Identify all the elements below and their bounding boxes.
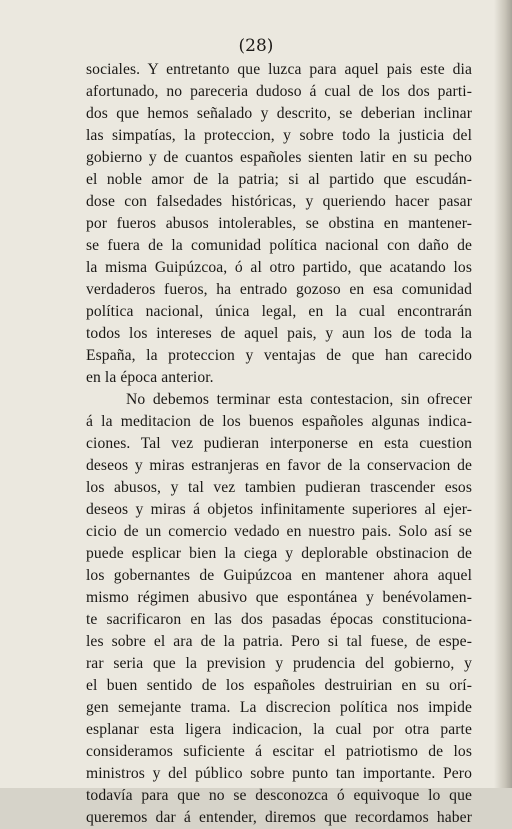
text-line: dos que hemos señalado y descrito, se deberian inclinar bbox=[86, 105, 472, 122]
text-line: España, la proteccion y ventajas de que han carecido bbox=[86, 347, 472, 364]
body-text bbox=[86, 59, 472, 829]
page-number: (28) bbox=[238, 36, 274, 56]
text-line: rar seria que la prevision y prudencia del gobierno, y bbox=[86, 655, 472, 672]
text-line: les sobre el ara de la patria. Pero si tal fuese, de espe- bbox=[86, 633, 472, 650]
text-line: gobierno y de cuantos españoles sienten latir en su pecho bbox=[86, 149, 472, 166]
text-line: á la meditacion de los buenos españoles algunas indica- bbox=[86, 413, 472, 430]
text-line: ministros y del público sobre punto tan importante. Pero bbox=[86, 765, 472, 782]
text-line: las simpatías, la proteccion, y sobre todo la justicia del bbox=[86, 127, 472, 144]
page-edge-shadow bbox=[494, 0, 512, 788]
text-line: los gobernantes de Guipúzcoa en mantener ahora aquel bbox=[86, 567, 472, 584]
text-line: política nacional, única legal, en la cual encontrarán bbox=[86, 303, 472, 320]
text-line: gen semejante trama. La discrecion política nos impide bbox=[86, 699, 472, 716]
text-line: todos los intereses de aquel pais, y aun los de toda la bbox=[86, 325, 472, 342]
text-line: los abusos, y tal vez tambien pudieran trascender esos bbox=[86, 479, 472, 496]
text-line: esplanar esta ligera indicacion, la cual por otra parte bbox=[86, 721, 472, 738]
text-line: deseos y miras á objetos infinitamente superiores al ejer- bbox=[86, 501, 472, 518]
text-line: el noble amor de la patria; si al partido que escudán- bbox=[86, 171, 472, 188]
text-line: afortunado, no pareceria dudoso á cual de los dos parti- bbox=[86, 83, 472, 100]
text-line: sociales. Y entretanto que luzca para aquel pais este dia bbox=[86, 61, 472, 78]
text-line: consideramos suficiente á escitar el patriotismo de los bbox=[86, 743, 472, 760]
text-line: te sacrificaron en las dos pasadas épocas constituciona- bbox=[86, 611, 472, 628]
text-line: mismo régimen abusivo que espontánea y benévolamen- bbox=[86, 589, 472, 606]
text-line: deseos y miras estranjeras en favor de la conservacion de bbox=[86, 457, 472, 474]
text-line: dose con falsedades históricas, y queriendo hacer pasar bbox=[86, 193, 472, 210]
text-line: puede esplicar bien la ciega y deplorable obstinacion de bbox=[86, 545, 472, 562]
text-line: No debemos terminar esta contestacion, sin ofrecer bbox=[126, 391, 472, 408]
text-line: por fueros abusos intolerables, se obstina en mantener- bbox=[86, 215, 472, 232]
text-line: la misma Guipúzcoa, ó al otro partido, que acatando los bbox=[86, 259, 472, 276]
text-line: ciones. Tal vez pudieran interponerse en esta cuestion bbox=[86, 435, 472, 452]
text-line: queremos dar á entender, diremos que recordamos haber bbox=[86, 809, 472, 826]
text-line: se fuera de la comunidad política nacional con daño de bbox=[86, 237, 472, 254]
text-line: en la época anterior. bbox=[86, 369, 214, 386]
text-line: el buen sentido de los españoles destruirian en su orí- bbox=[86, 677, 472, 694]
text-line: cicio de un comercio vedado en nuestro pais. Solo así se bbox=[86, 523, 472, 540]
text-line: verdaderos fueros, ha entrado gozoso en esa comunidad bbox=[86, 281, 472, 298]
text-line: todavía para que no se desconozca ó equivoque lo que bbox=[86, 787, 472, 804]
